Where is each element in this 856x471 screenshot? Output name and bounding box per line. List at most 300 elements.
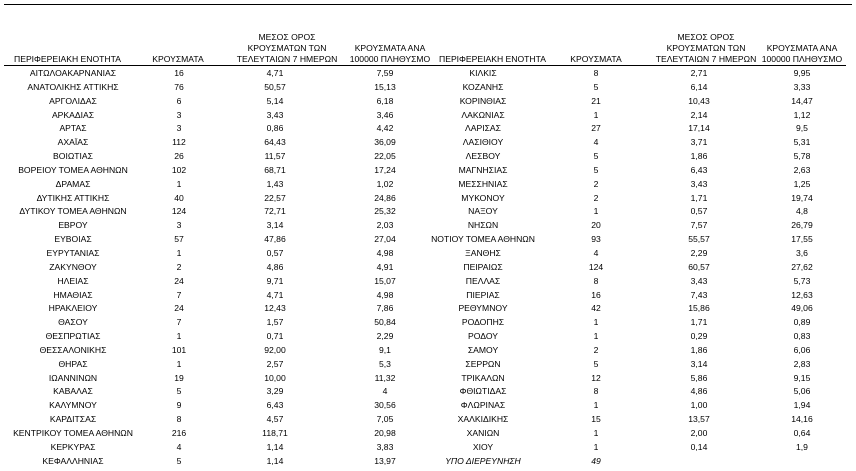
region-cell: ΚΕΡΚΥΡΑΣ [50,441,96,452]
cases-cell: 20 [591,220,601,231]
top-rule [4,4,852,5]
header-per-line1: ΚΡΟΥΣΜΑΤΑ ΑΝΑ [766,43,838,53]
per-cell [754,455,850,469]
per-cell: 2,29 [376,331,394,342]
cases-cell: 1 [176,358,182,369]
avg-cell: 17,14 [688,123,710,134]
table-row [8,261,440,275]
per-cell: 2,83 [793,358,811,369]
region-cell: ΧΑΛΚΙΔΙΚΗΣ [457,414,509,425]
region-cell: ΥΠΟ ΔΙΕΡΕΥΝΗΣΗ [445,455,521,466]
table-row [418,178,850,192]
per-cell: 17,24 [374,164,396,175]
per-cell: 4,98 [376,247,394,258]
region-cell: ΚΙΛΚΙΣ [469,68,497,78]
avg-cell: 47,86 [264,234,286,245]
table-row [8,109,440,123]
cases-cell: 5 [176,386,182,397]
avg-cell: 68,71 [264,164,286,175]
avg-cell: 4,86 [690,386,708,397]
table-row [418,413,850,427]
region-cell: ΕΥΡΥΤΑΝΙΑΣ [46,247,100,258]
region-cell: ΧΙΟΥ [472,441,494,452]
table-row [8,330,440,344]
cases-cell: 1 [176,178,182,189]
per-cell: 9,1 [379,344,391,355]
region-cell: ΡΟΔΟΥ [468,331,498,342]
table-row [8,344,440,358]
header-avg-left [232,32,342,65]
avg-cell: 3,43 [690,178,708,189]
per-cell: 5,06 [793,386,811,397]
per-cell: 5,3 [379,358,391,369]
region-cell: ΚΕΦΑΛΛΗΝΙΑΣ [42,455,104,466]
header-avg-line1: ΜΕΣΟΣ ΟΡΟΣ [258,32,316,42]
table-row [418,289,850,303]
per-cell: 13,97 [374,455,396,466]
cases-cell: 1 [593,427,599,438]
region-cell: ΣΕΡΡΩΝ [465,358,501,369]
avg-cell: 1,86 [690,344,708,355]
per-cell: 27,62 [791,261,813,272]
avg-cell: 1,57 [266,317,284,328]
cases-cell: 12 [591,372,601,383]
cases-cell: 1 [593,206,599,217]
per-cell: 49,06 [791,303,813,314]
table-row [8,427,440,441]
region-cell: ΚΑΡΔΙΤΣΑΣ [49,414,97,425]
table-row [418,372,850,386]
table-row [8,358,440,372]
table-row [8,455,440,469]
header-avg-line2: ΚΡΟΥΣΜΑΤΩΝ ΤΩΝ [666,43,746,53]
region-cell: ΠΕΛΛΑΣ [465,275,501,286]
cases-cell: 1 [176,247,182,258]
avg-cell: 64,43 [264,137,286,148]
avg-cell: 5,86 [690,372,708,383]
header-avg-line2: ΚΡΟΥΣΜΑΤΩΝ ΤΩΝ [247,43,327,53]
per-cell: 5,31 [793,137,811,148]
region-cell: ΑΧΑΪΑΣ [57,137,89,148]
cases-cell: 42 [591,303,601,314]
per-cell: 2,63 [793,164,811,175]
per-cell: 12,63 [791,289,813,300]
cases-cell: 21 [591,95,601,106]
cases-cell: 49 [591,455,601,466]
cases-cell: 1 [176,331,182,342]
header-cases-right: ΚΡΟΥΣΜΑΤΑ [570,54,622,64]
per-cell: 9,95 [793,68,811,78]
region-cell: ΜΑΓΝΗΣΙΑΣ [458,164,508,175]
avg-cell: 2,00 [690,427,708,438]
cases-cell: 26 [174,151,184,162]
table-row [8,192,440,206]
per-cell: 0,89 [793,317,811,328]
left-cases-table [8,67,440,468]
region-cell: ΛΕΣΒΟΥ [465,151,501,162]
cases-cell: 4 [593,137,599,148]
region-cell: ΝΟΤΙΟΥ ΤΟΜΕΑ ΑΘΗΝΩΝ [431,234,535,245]
per-cell: 15,07 [374,275,396,286]
table-row [8,399,440,413]
region-cell: ΠΙΕΡΙΑΣ [466,289,500,300]
table-row [418,316,850,330]
avg-cell: 4,86 [266,261,284,272]
region-cell: ΚΑΛΥΜΝΟΥ [49,400,97,411]
cases-cell: 8 [593,386,599,397]
avg-cell: 9,71 [266,275,284,286]
header-region-right: ΠΕΡΙΦΕΡΕΙΑΚΗ ΕΝΟΤΗΤΑ [439,54,546,64]
cases-cell: 16 [591,289,601,300]
region-cell: ΘΕΣΣΑΛΟΝΙΚΗΣ [39,344,107,355]
per-cell: 1,25 [793,178,811,189]
avg-cell: 118,71 [262,427,288,438]
cases-cell: 2 [593,178,599,189]
header-per-left [340,43,440,65]
cases-cell: 5 [176,455,182,466]
cases-cell: 8 [593,275,599,286]
per-cell: 4,98 [376,289,394,300]
right-cases-table [418,67,850,468]
region-cell: ΚΕΝΤΡΙΚΟΥ ΤΟΜΕΑ ΑΘΗΝΩΝ [13,427,133,438]
cases-cell: 3 [176,109,182,120]
table-row [8,81,440,95]
region-cell: ΦΛΩΡΙΝΑΣ [460,400,506,411]
region-cell: ΤΡΙΚΑΛΩΝ [461,372,505,383]
region-cell: ΘΗΡΑΣ [58,358,88,369]
per-cell: 19,74 [791,192,813,203]
cases-cell: 9 [176,400,182,411]
table-row [418,150,850,164]
header-avg-line3: ΤΕΛΕΥΤΑΙΩΝ 7 ΗΜΕΡΩΝ [236,54,338,64]
region-cell: ΚΟΖΑΝΗΣ [462,81,504,92]
cases-cell: 8 [176,414,182,425]
per-cell: 0,64 [793,427,811,438]
region-cell: ΑΡΓΟΛΙΔΑΣ [49,95,97,106]
avg-cell: 3,14 [266,220,284,231]
table-row [8,275,440,289]
avg-cell: 12,43 [264,303,286,314]
region-cell: ΑΝΑΤΟΛΙΚΗΣ ΑΤΤΙΚΗΣ [27,81,119,92]
table-row [418,330,850,344]
cases-cell: 1 [593,331,599,342]
per-cell: 9,15 [793,372,811,383]
region-cell: ΑΡΚΑΔΙΑΣ [51,109,95,120]
table-row [8,233,440,247]
table-row [8,205,440,219]
per-cell: 30,56 [374,400,396,411]
per-cell: 36,09 [374,137,396,148]
region-cell: ΗΡΑΚΛΕΙΟΥ [48,303,98,314]
per-cell: 22,05 [374,151,396,162]
per-cell: 9,5 [796,123,808,134]
table-row [8,247,440,261]
per-cell: 20,98 [374,427,396,438]
header-region-left: ΠΕΡΙΦΕΡΕΙΑΚΗ ΕΝΟΤΗΤΑ [14,54,121,64]
cases-cell: 7 [176,317,182,328]
avg-cell: 2,29 [690,247,708,258]
region-cell: ΚΑΒΑΛΑΣ [53,386,93,397]
table-row [8,178,440,192]
cases-cell: 27 [591,123,601,134]
region-cell: ΘΕΣΠΡΩΤΙΑΣ [45,331,101,342]
table-row [8,67,440,81]
region-cell: ΗΜΑΘΙΑΣ [53,289,93,300]
per-cell: 17,55 [791,234,813,245]
per-cell: 3,83 [376,441,394,452]
table-row [8,372,440,386]
header-per-line2: 100000 ΠΛΗΘΥΣΜΟ [349,54,431,64]
table-row [418,233,850,247]
region-cell: ΝΗΣΩΝ [467,220,499,231]
cases-cell: 93 [591,234,601,245]
region-cell: ΖΑΚΥΝΘΟΥ [49,261,97,272]
table-row [8,441,440,455]
cases-cell: 3 [176,220,182,231]
cases-cell: 1 [593,441,599,452]
region-cell: ΣΑΜΟΥ [467,344,499,355]
per-cell: 5,73 [793,275,811,286]
avg-cell: 0,14 [690,441,708,452]
region-cell: ΕΥΒΟΙΑΣ [54,234,92,245]
per-cell: 27,04 [374,234,396,245]
cases-cell: 57 [174,234,184,245]
cases-cell: 24 [174,275,184,286]
cases-cell: 5 [593,358,599,369]
per-cell: 24,86 [374,192,396,203]
table-row [418,344,850,358]
cases-cell: 8 [593,68,599,78]
avg-cell: 1,71 [690,317,708,328]
avg-cell: 6,43 [266,400,284,411]
table-row [418,136,850,150]
per-cell: 3,6 [796,247,808,258]
table-row [418,261,850,275]
region-cell: ΙΩΑΝΝΙΝΩΝ [48,372,98,383]
table-row [8,164,440,178]
table-row [8,289,440,303]
avg-cell: 1,43 [266,178,284,189]
avg-cell: 3,71 [690,137,708,148]
table-row [8,385,440,399]
region-cell: ΗΛΕΙΑΣ [57,275,89,286]
cases-cell: 6 [176,95,182,106]
cases-cell: 5 [593,164,599,175]
avg-cell: 2,71 [690,68,708,78]
avg-cell: 92,00 [264,344,286,355]
region-cell: ΧΑΝΙΩΝ [466,427,500,438]
region-cell: ΑΙΤΩΛΟΑΚΑΡΝΑΝΙΑΣ [29,68,117,78]
table-row [418,109,850,123]
per-cell: 2,03 [376,220,394,231]
per-cell: 5,78 [793,151,811,162]
table-row [8,136,440,150]
avg-cell: 1,14 [266,441,284,452]
cases-cell: 40 [174,192,184,203]
avg-cell: 2,57 [266,358,284,369]
table-row [8,219,440,233]
per-cell: 25,32 [374,206,396,217]
header-cases-left: ΚΡΟΥΣΜΑΤΑ [152,54,204,64]
header-per-line1: ΚΡΟΥΣΜΑΤΑ ΑΝΑ [354,43,426,53]
header-avg-line3: ΤΕΛΕΥΤΑΙΩΝ 7 ΗΜΕΡΩΝ [655,54,757,64]
avg-cell: 3,14 [690,358,708,369]
table-row [418,81,850,95]
table-row [8,413,440,427]
cases-cell: 19 [174,372,184,383]
region-cell: ΛΑΚΩΝΙΑΣ [461,109,505,120]
per-cell: 7,05 [376,414,394,425]
per-cell: 4 [382,386,388,397]
table-row [418,455,850,469]
header-rule [4,65,846,66]
per-cell: 15,13 [374,81,396,92]
per-cell: 50,84 [374,317,396,328]
cases-cell: 15 [591,414,601,425]
avg-cell: 1,86 [690,151,708,162]
region-cell: ΜΥΚΟΝΟΥ [461,192,505,203]
table-row [418,275,850,289]
per-cell: 0,83 [793,331,811,342]
per-cell: 4,42 [376,123,394,134]
table-row [418,219,850,233]
per-cell: 14,16 [791,414,813,425]
avg-cell: 4,57 [266,414,284,425]
per-cell: 14,47 [791,95,813,106]
avg-cell: 0,29 [690,331,708,342]
avg-cell: 72,71 [264,206,286,217]
cases-cell: 3 [176,123,182,134]
region-cell: ΡΕΘΥΜΝΟΥ [458,303,508,314]
per-cell: 4,8 [796,206,808,217]
header-avg-line1: ΜΕΣΟΣ ΟΡΟΣ [677,32,735,42]
table-row [418,247,850,261]
avg-cell: 55,57 [688,234,710,245]
header-per-right [752,43,852,65]
per-cell: 1,9 [796,441,808,452]
table-row [418,427,850,441]
region-cell: ΑΡΤΑΣ [59,123,87,134]
table-row [418,385,850,399]
region-cell: ΝΑΞΟΥ [468,206,498,217]
per-cell: 26,79 [791,220,813,231]
header-per-line2: 100000 ΠΛΗΘΥΣΜΟ [761,54,843,64]
avg-cell: 2,14 [690,109,708,120]
avg-cell: 0,71 [266,331,284,342]
region-cell: ΔΡΑΜΑΣ [55,178,91,189]
per-cell: 3,46 [376,109,394,120]
avg-cell: 1,00 [690,400,708,411]
per-cell: 11,32 [374,372,396,383]
table-row [418,358,850,372]
cases-cell: 101 [171,344,187,355]
per-cell: 7,86 [376,303,394,314]
table-row [8,150,440,164]
table-row [8,316,440,330]
cases-cell: 5 [593,81,599,92]
region-cell: ΘΑΣΟΥ [58,317,88,328]
cases-cell: 124 [171,206,187,217]
per-cell: 4,91 [376,261,394,272]
avg-cell: 4,71 [266,289,284,300]
region-cell: ΒΟΙΩΤΙΑΣ [53,151,93,162]
avg-cell: 15,86 [688,303,710,314]
region-cell: ΛΑΡΙΣΑΣ [465,123,501,134]
table-row [418,164,850,178]
avg-cell: 6,14 [690,81,708,92]
avg-cell: 1,14 [266,455,284,466]
table-row [418,192,850,206]
table-row [8,122,440,136]
table-row [8,302,440,316]
cases-cell: 24 [174,303,184,314]
region-cell: ΕΒΡΟΥ [58,220,88,231]
region-cell: ΡΟΔΟΠΗΣ [461,317,505,328]
cases-cell: 4 [176,441,182,452]
table-row [418,122,850,136]
table-row [418,95,850,109]
header-avg-right [651,32,761,65]
avg-cell: 3,43 [266,109,284,120]
avg-cell: 4,71 [266,68,284,78]
cases-cell: 4 [593,247,599,258]
table-row [418,67,850,81]
cases-cell: 76 [174,81,184,92]
cases-cell: 1 [593,109,599,120]
table-row [418,399,850,413]
cases-cell: 5 [593,151,599,162]
per-cell: 7,59 [376,68,394,78]
region-cell: ΚΟΡΙΝΘΙΑΣ [459,95,507,106]
per-cell: 1,94 [793,400,811,411]
region-cell: ΜΕΣΣΗΝΙΑΣ [458,178,508,189]
region-cell: ΞΑΝΘΗΣ [465,247,501,258]
cases-cell: 124 [588,261,604,272]
cases-cell: 2 [593,344,599,355]
region-cell: ΦΘΙΩΤΙΔΑΣ [459,386,507,397]
cases-cell: 1 [593,400,599,411]
per-cell: 6,18 [376,95,394,106]
region-cell: ΔΥΤΙΚΗΣ ΑΤΤΙΚΗΣ [36,192,110,203]
avg-cell: 5,14 [266,95,284,106]
region-cell: ΔΥΤΙΚΟΥ ΤΟΜΕΑ ΑΘΗΝΩΝ [19,206,127,217]
avg-cell: 11,57 [264,151,286,162]
region-cell: ΛΑΣΙΘΙΟΥ [462,137,504,148]
table-row [418,302,850,316]
region-cell: ΠΕΙΡΑΙΩΣ [463,261,503,272]
per-cell: 1,02 [376,178,394,189]
avg-cell: 0,57 [690,206,708,217]
avg-cell: 22,57 [264,192,286,203]
avg-cell: 7,57 [690,220,708,231]
avg-cell: 13,57 [688,414,710,425]
avg-cell: 0,86 [266,123,284,134]
cases-cell: 2 [593,192,599,203]
avg-cell: 50,57 [264,81,286,92]
cases-cell: 7 [176,289,182,300]
avg-cell: 10,43 [688,95,710,106]
avg-cell: 3,29 [266,386,284,397]
per-cell: 3,33 [793,81,811,92]
table-row [8,95,440,109]
cases-cell: 1 [593,317,599,328]
per-cell: 1,12 [793,109,811,120]
avg-cell [644,455,754,469]
cases-cell: 216 [171,427,187,438]
cases-cell: 2 [176,261,182,272]
cases-cell: 102 [171,164,187,175]
per-cell: 6,06 [793,344,811,355]
